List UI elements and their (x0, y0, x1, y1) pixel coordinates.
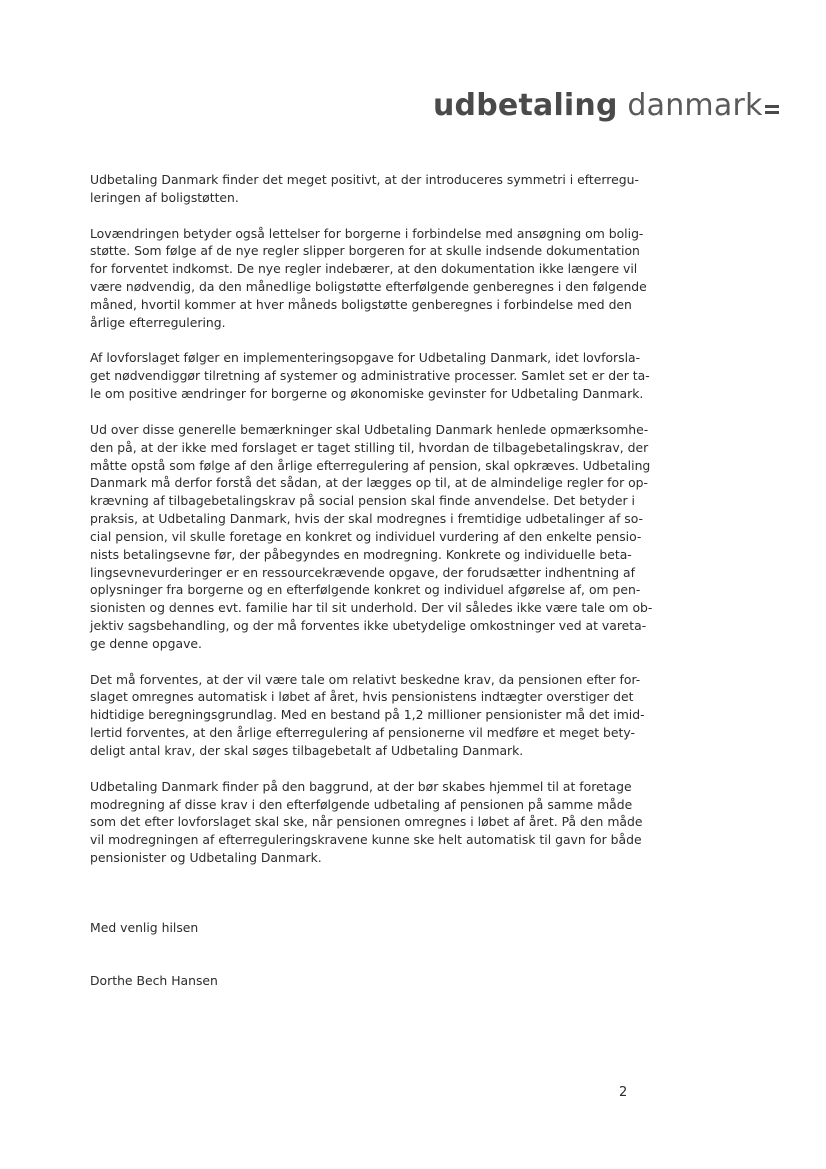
udbetaling-danmark-logo (433, 86, 793, 126)
paragraph-line: cial pension, vil skulle foretage en konkret og individuel vurdering af den enkelte pensio- (90, 528, 642, 544)
paragraph-line: get nødvendiggør tilretning af systemer og administrative processer. Samlet set er der ta- (90, 368, 650, 384)
paragraph-line: den på, at der ikke med forslaget er taget stilling til, hvordan de tilbagebetalingskrav, der (90, 439, 649, 455)
paragraph-line: hidtidige beregningsgrundlag. Med en bestand på 1,2 millioner pensionister må det imid- (90, 707, 645, 723)
page-number: 2 (619, 1085, 628, 1100)
paragraph-line: jektiv sagsbehandling, og der må forventes ikke ubetydelige omkostninger ved at vareta- (90, 618, 647, 634)
paragraph-line: vil modregningen af efterreguleringskravene kunne ske helt automatisk til gavn for både (90, 832, 642, 848)
paragraph-line: Danmark må derfor forstå det sådan, at der lægges op til, at de almindelige regler for op- (90, 475, 649, 491)
logo-equals-mark-icon (765, 105, 779, 115)
paragraph-line: le om positive ændringer for borgerne og økonomiske gevinster for Udbetaling Danmark. (90, 386, 644, 402)
paragraph (90, 778, 650, 867)
paragraph-line: som det efter lovforslaget skal ske, når pensionen omregnes i løbet af året. På den måde (90, 814, 643, 830)
closing-salutation: Med venlig hilsen (90, 920, 199, 935)
paragraph-line: modregning af disse krav i den efterfølgende udbetaling af pensionen på samme måde (90, 796, 633, 812)
paragraph-line: lingsevnevurderinger er en ressourcekrævende opgave, der forudsætter indhentning af (90, 564, 636, 580)
paragraph-line: Lovændringen betyder også lettelser for borgerne i forbindelse med ansøgning om bolig- (90, 225, 644, 241)
paragraph-line: være nødvendig, da den månedlige boligstøtte efterfølgende genberegnes i den følgende (90, 279, 647, 295)
paragraph-line: ge denne opgave. (90, 635, 202, 651)
paragraph-line: praksis, at Udbetaling Danmark, hvis der skal modregnes i fremtidige udbetalinger af so- (90, 511, 644, 527)
paragraph (90, 349, 650, 403)
logo-text-bold: udbetaling (433, 88, 618, 123)
paragraph-line: Udbetaling Danmark finder på den baggrund, at der bør skabes hjemmel til at foretage (90, 778, 632, 794)
paragraph (90, 671, 650, 760)
paragraph-line: Ud over disse generelle bemærkninger skal Udbetaling Danmark henlede opmærksomhe- (90, 421, 649, 437)
paragraph-line: måned, hvortil kommer at hver måneds boligstøtte genberegnes i forbindelse med den (90, 296, 632, 312)
signer-name: Dorthe Bech Hansen (90, 973, 218, 988)
paragraph-line: lertid forventes, at den årlige efterregulering af pensionerne vil medføre et meget bety- (90, 725, 635, 741)
paragraph-line: slaget omregnes automatisk i løbet af året, hvis pensionistens indtægter overstiger det (90, 689, 634, 705)
paragraph-line: Af lovforslaget følger en implementeringsopgave for Udbetaling Danmark, idet lovforsla- (90, 350, 641, 366)
paragraph-line: støtte. Som følge af de nye regler slipper borgeren for at skulle indsende dokumentation (90, 243, 640, 259)
paragraph-line: leringen af boligstøtten. (90, 189, 239, 205)
paragraph-line: krævning af tilbagebetalingskrav på social pension skal finde anvendelse. Det betyder i (90, 493, 635, 509)
logo-text-light: danmark (627, 88, 763, 123)
letter-body (90, 171, 653, 885)
paragraph (90, 225, 650, 332)
paragraph-line: måtte opstå som følge af den årlige efterregulering af pension, skal opkræves. Udbetaling (90, 457, 651, 473)
paragraph-line: Det må forventes, at der vil være tale om relativt beskedne krav, da pensionen efter for- (90, 671, 641, 687)
paragraph (90, 421, 653, 653)
paragraph-line: Udbetaling Danmark finder det meget positivt, at der introduceres symmetri i efterregu- (90, 172, 639, 187)
paragraph (90, 171, 650, 207)
paragraph-line: årlige efterregulering. (90, 314, 226, 330)
paragraph-line: sionisten og dennes evt. familie har til sit underhold. Der vil således ikke være tale om ob- (90, 600, 653, 616)
paragraph-line: nists betalingsevne før, der påbegyndes en modregning. Konkrete og individuelle beta- (90, 546, 632, 562)
paragraph-line: oplysninger fra borgerne og en efterfølgende konkret og individuel afgørelse af, om pen- (90, 582, 641, 598)
paragraph-line: pensionister og Udbetaling Danmark. (90, 850, 322, 866)
paragraph-line: for forventet indkomst. De nye regler indebærer, at den dokumentation ikke længere vil (90, 261, 638, 277)
paragraph-line: deligt antal krav, der skal søges tilbagebetalt af Udbetaling Danmark. (90, 743, 524, 758)
